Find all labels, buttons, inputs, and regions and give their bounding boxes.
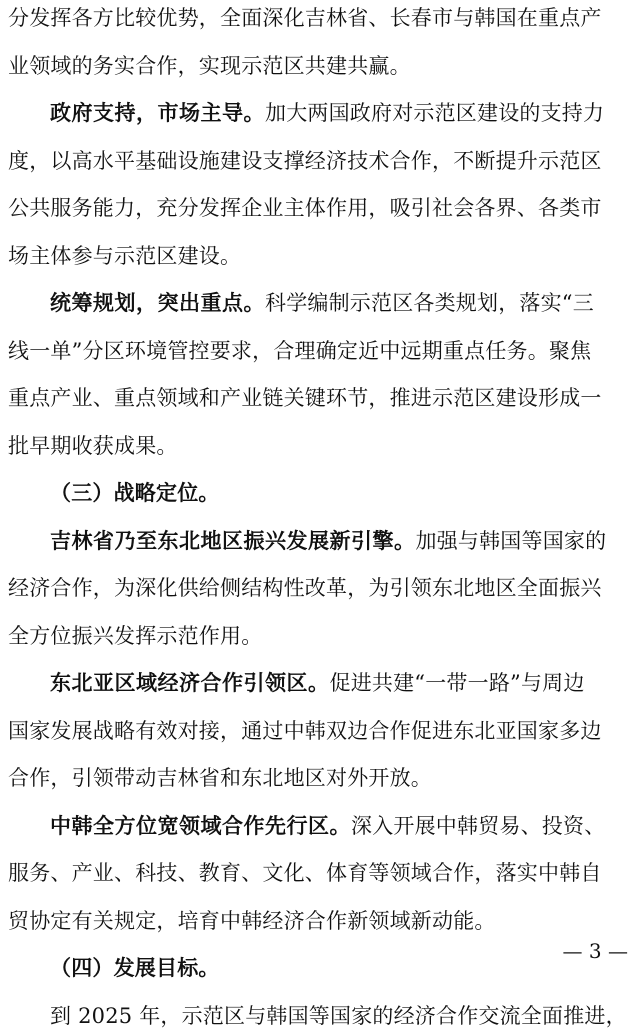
principle-heading: 政府支持，市场主导。 — [50, 101, 265, 125]
line-text: 场主体参与示范区建设。 — [8, 243, 242, 268]
line-text: 业领域的务实合作，实现示范区共建共赢。 — [8, 53, 411, 78]
line-text: 加大两国政府对示范区建设的支持力 — [265, 101, 605, 125]
paragraph-start-line — [8, 1002, 632, 1031]
text-line — [8, 432, 632, 461]
text-line — [8, 859, 632, 888]
line-text: 促进共建“一带一路”与周边 — [329, 671, 585, 695]
line-text: 到 2025 年，示范区与韩国等国家的经济合作交流全面推进， — [50, 1003, 627, 1028]
line-text: 度，以高水平基础设施建设支撑经济技术合作，不断提升示范区 — [8, 148, 602, 173]
line-text: 合作，引领带动吉林省和东北地区对外开放。 — [8, 766, 432, 790]
line-text: 加强与韩国等国家的 — [415, 528, 607, 553]
line-text: 分发挥各方比较优势，全面深化吉林省、长春市与韩国在重点产 — [8, 6, 602, 30]
text-line — [8, 52, 632, 81]
line-text: 全方位振兴发挥示范作用。 — [8, 623, 263, 648]
section-heading: （三）战略定位。 — [50, 481, 220, 505]
line-text: 贸协定有关规定，培育中韩经济合作新领域新动能。 — [8, 908, 496, 933]
section-heading: （四）发展目标。 — [50, 956, 220, 980]
text-line — [8, 194, 632, 223]
text-line — [8, 384, 632, 413]
text-line — [8, 907, 632, 936]
page-number: — 3 — — [562, 939, 628, 963]
section-heading-line — [8, 479, 632, 508]
line-text: 批早期收获成果。 — [8, 433, 178, 458]
text-line — [8, 622, 632, 651]
text-line — [8, 147, 632, 176]
paragraph-start-line — [8, 812, 632, 841]
line-text: 重点产业、重点领域和产业链关键环节，推进示范区建设形成一 — [8, 386, 602, 410]
line-text: 深入开展中韩贸易、投资、 — [351, 813, 606, 838]
text-line — [8, 337, 632, 366]
positioning-heading: 吉林省乃至东北地区振兴发展新引擎。 — [50, 528, 416, 553]
line-text: 公共服务能力，充分发挥企业主体作用，吸引社会各界、各类市 — [8, 196, 602, 220]
principle-heading: 统筹规划，突出重点。 — [50, 291, 265, 315]
text-line — [8, 4, 632, 33]
text-line — [8, 242, 632, 271]
paragraph-start-line — [8, 99, 632, 128]
text-line — [8, 717, 632, 746]
line-text: 线一单”分区环境管控要求，合理确定近中远期重点任务。聚焦 — [8, 338, 592, 363]
text-line — [8, 764, 632, 793]
line-text: 服务、产业、科技、教育、文化、体育等领域合作，落实中韩自 — [8, 861, 602, 885]
positioning-heading: 中韩全方位宽领域合作先行区。 — [50, 813, 351, 838]
line-text: 科学编制示范区各类规划，落实“三 — [265, 291, 594, 315]
positioning-heading: 东北亚区域经济合作引领区。 — [50, 671, 330, 695]
text-line — [8, 574, 632, 603]
line-text: 国家发展战略有效对接，通过中韩双边合作促进东北亚国家多边 — [8, 718, 602, 743]
paragraph-start-line — [8, 527, 632, 556]
paragraph-start-line — [8, 669, 632, 698]
paragraph-start-line — [8, 289, 632, 318]
line-text: 经济合作，为深化供给侧结构性改革，为引领东北地区全面振兴 — [8, 576, 602, 600]
